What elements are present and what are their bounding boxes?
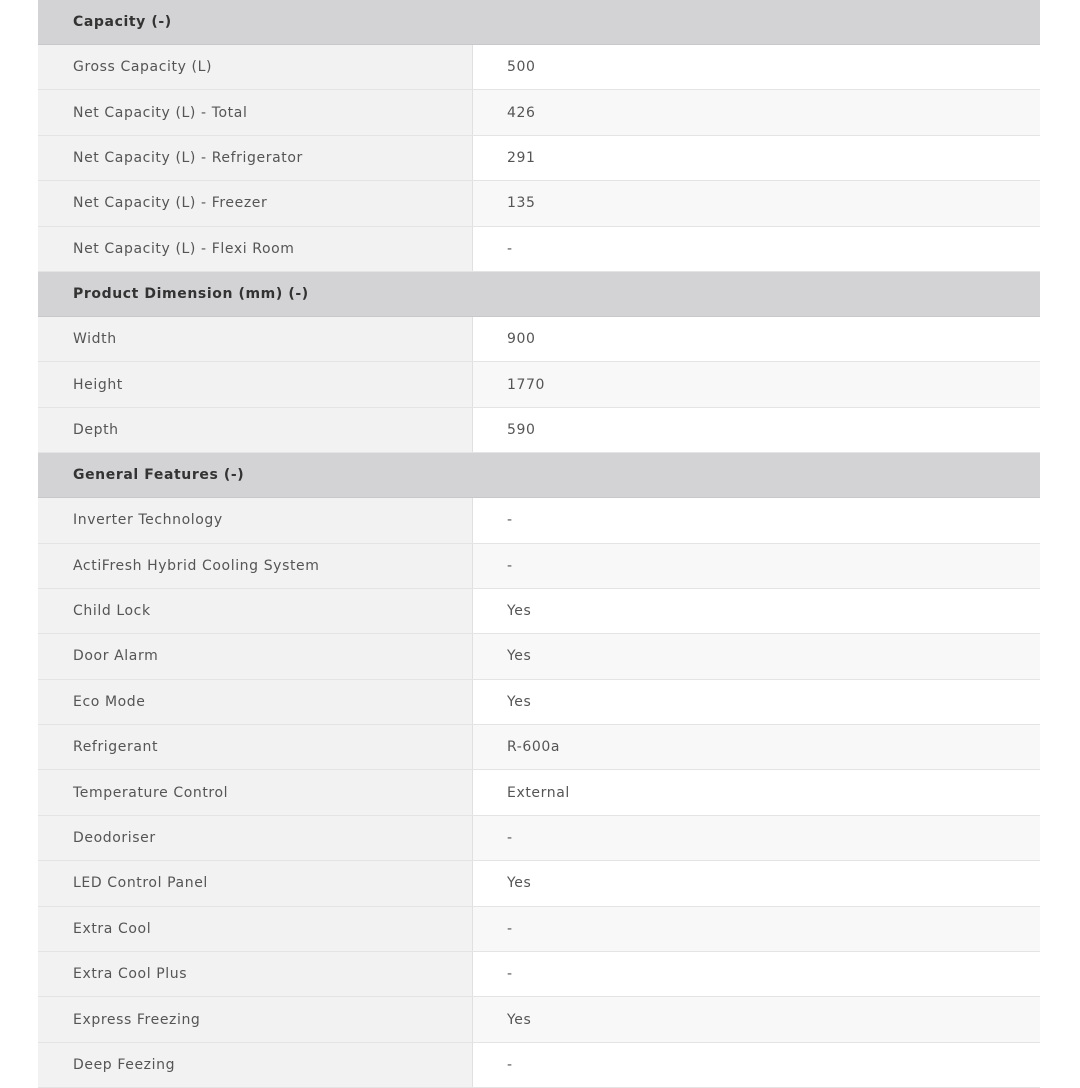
spec-value: Yes	[473, 634, 1040, 678]
spec-value: Yes	[473, 680, 1040, 724]
spec-table	[38, 0, 1040, 1088]
spec-value: -	[473, 498, 1040, 542]
spec-value: 426	[473, 90, 1040, 134]
spec-label: Extra Cool Plus	[38, 952, 473, 996]
spec-label: Depth	[38, 408, 473, 452]
spec-label: Deep Feezing	[38, 1043, 473, 1087]
table-row	[38, 634, 1040, 679]
spec-label: Gross Capacity (L)	[38, 45, 473, 89]
spec-label: ActiFresh Hybrid Cooling System	[38, 544, 473, 588]
section-header-general-features: General Features (-)	[38, 453, 1040, 498]
table-row	[38, 725, 1040, 770]
table-row	[38, 952, 1040, 997]
spec-label: Inverter Technology	[38, 498, 473, 542]
spec-value: -	[473, 816, 1040, 860]
spec-label: Express Freezing	[38, 997, 473, 1041]
table-row	[38, 861, 1040, 906]
spec-label: Net Capacity (L) - Total	[38, 90, 473, 134]
table-row	[38, 907, 1040, 952]
spec-label: Net Capacity (L) - Freezer	[38, 181, 473, 225]
spec-label: LED Control Panel	[38, 861, 473, 905]
table-row	[38, 770, 1040, 815]
table-row	[38, 498, 1040, 543]
spec-label: Refrigerant	[38, 725, 473, 769]
table-row	[38, 136, 1040, 181]
spec-value: -	[473, 544, 1040, 588]
spec-label: Height	[38, 362, 473, 406]
spec-label: Door Alarm	[38, 634, 473, 678]
table-row	[38, 362, 1040, 407]
spec-value: -	[473, 227, 1040, 271]
spec-value: 1770	[473, 362, 1040, 406]
spec-label: Net Capacity (L) - Refrigerator	[38, 136, 473, 180]
section-header-product-dimension: Product Dimension (mm) (-)	[38, 272, 1040, 317]
table-row	[38, 227, 1040, 272]
table-row	[38, 680, 1040, 725]
spec-label: Eco Mode	[38, 680, 473, 724]
table-row	[38, 181, 1040, 226]
spec-value: -	[473, 952, 1040, 996]
table-row	[38, 544, 1040, 589]
spec-value: Yes	[473, 589, 1040, 633]
spec-label: Deodoriser	[38, 816, 473, 860]
spec-value: R-600a	[473, 725, 1040, 769]
spec-label: Extra Cool	[38, 907, 473, 951]
table-row	[38, 45, 1040, 90]
spec-label: Child Lock	[38, 589, 473, 633]
table-row	[38, 997, 1040, 1042]
spec-value: -	[473, 1043, 1040, 1087]
spec-value: External	[473, 770, 1040, 814]
spec-label: Net Capacity (L) - Flexi Room	[38, 227, 473, 271]
table-row	[38, 408, 1040, 453]
spec-value: Yes	[473, 997, 1040, 1041]
spec-value: 135	[473, 181, 1040, 225]
table-row	[38, 816, 1040, 861]
spec-value: 590	[473, 408, 1040, 452]
spec-value: 291	[473, 136, 1040, 180]
table-row	[38, 317, 1040, 362]
spec-label: Width	[38, 317, 473, 361]
spec-value: -	[473, 907, 1040, 951]
table-row	[38, 589, 1040, 634]
table-row	[38, 1043, 1040, 1088]
spec-label: Temperature Control	[38, 770, 473, 814]
spec-value: 900	[473, 317, 1040, 361]
spec-value: 500	[473, 45, 1040, 89]
section-header-capacity: Capacity (-)	[38, 0, 1040, 45]
table-row	[38, 90, 1040, 135]
spec-value: Yes	[473, 861, 1040, 905]
